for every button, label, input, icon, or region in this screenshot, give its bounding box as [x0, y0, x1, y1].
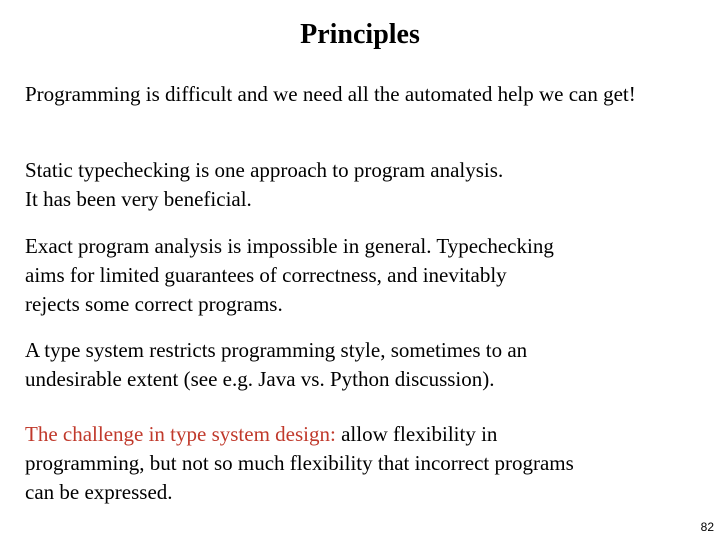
paragraph-line: Exact program analysis is impossible in general. Typechecking — [25, 234, 554, 258]
paragraph-line-rest: allow flexibility in — [335, 422, 498, 446]
paragraph-static-typechecking — [25, 156, 705, 214]
paragraph-line: It has been very beneficial. — [25, 187, 252, 211]
paragraph-line: aims for limited guarantees of correctness, and inevitably — [25, 263, 507, 287]
slide-title: Principles — [300, 19, 420, 50]
paragraph-line: can get! — [568, 82, 636, 106]
paragraph-type-system-style — [25, 336, 705, 394]
paragraph-automated-help — [25, 80, 705, 109]
paragraph-line: A type system restricts programming style, sometimes to an — [25, 338, 528, 362]
page-number: 82 — [700, 520, 714, 534]
paragraph-line: rejects some correct programs. — [25, 292, 283, 316]
paragraph-line: undesirable extent (see e.g. Java vs. Python discussion). — [25, 367, 495, 391]
paragraph-line: programming, but not so much flexibility that incorrect programs — [25, 451, 574, 475]
challenge-highlight: The challenge in type system design: — [25, 422, 336, 446]
paragraph-line: Static typechecking is one approach to program analysis. — [25, 158, 504, 182]
paragraph-line: can be expressed. — [25, 480, 173, 504]
paragraph-challenge — [25, 420, 705, 507]
paragraph-line: Programming is difficult and we need all the automated help we — [25, 82, 564, 106]
paragraph-line — [25, 422, 497, 446]
paragraph-exact-analysis — [25, 232, 705, 319]
